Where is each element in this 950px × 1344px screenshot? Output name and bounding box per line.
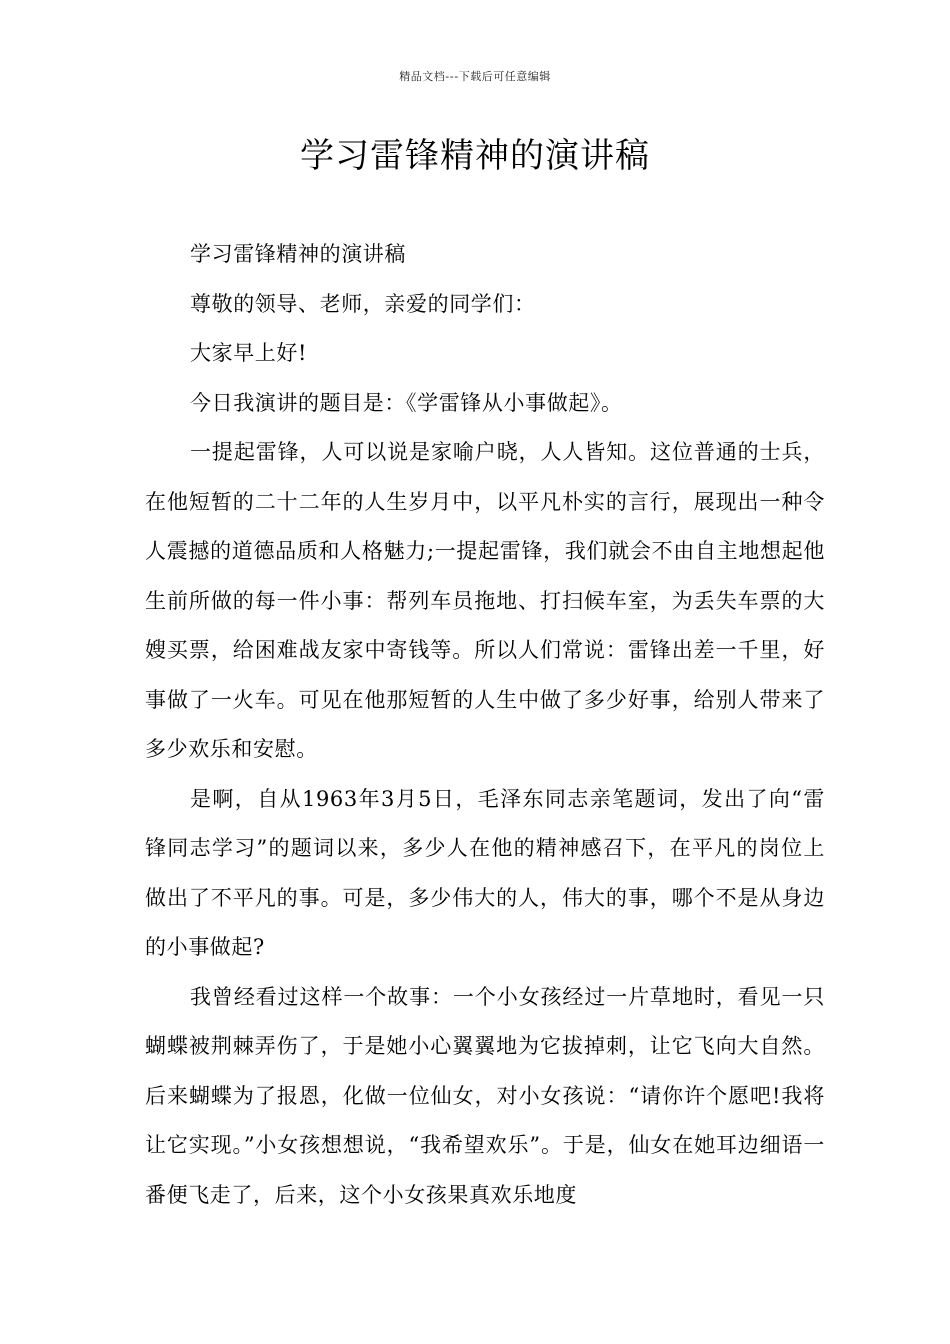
paragraph-greeting: 大家早上好! [190, 341, 308, 365]
paragraph-body: 我曾经看过这样一个故事：一个小女孩经过一片草地时，看见一只蝴蝶被荆棘弄伤了，于是她小心翼翼地为它拔掉刺，让它飞向大自然。后来蝴蝶为了报恩，化做一位仙女，对小女孩说：“请你许个愿吧!我将让它实现。”小女孩想想说，“我希望欢乐”。于是，仙女在她耳边细语一番便飞走了，后来，这个小女孩果真欢乐地度 [145, 984, 825, 1207]
paragraph-body: 是啊，自从1963年3月5日，毛泽东同志亲笔题词，发出了向“雷锋同志学习”的题词以来，多少人在他的精神感召下，在平凡的岗位上做出了不平凡的事。可是，多少伟大的人，伟大的事，哪个不是从身边的小事做起? [145, 786, 825, 959]
paragraph-subtitle: 学习雷锋精神的演讲稿 [190, 242, 406, 266]
document-body [145, 230, 825, 1220]
paragraph-topic: 今日我演讲的题目是：《学雷锋从小事做起》。 [190, 390, 623, 415]
paragraph-salutation: 尊敬的领导、老师，亲爱的同学们： [190, 291, 536, 316]
paragraph-body: 一提起雷锋，人可以说是家喻户晓，人人皆知。这位普通的士兵，在他短暂的二十二年的人生岁月中，以平凡朴实的言行，展现出一种令人震撼的道德品质和人格魅力;一提起雷锋，我们就会不由自主地想起他生前所做的每一件小事：帮列车员拖地、打扫候车室，为丢失车票的大嫂买票，给困难战友家中寄钱等。所以人们常说：雷锋出差一千里，好事做了一火车。可见在他那短暂的人生中做了多少好事，给别人带来了多少欢乐和安慰。 [145, 440, 825, 761]
document-title: 学习雷锋精神的演讲稿 [300, 136, 650, 176]
header-note: 精品文档---下载后可任意编辑 [399, 70, 551, 83]
